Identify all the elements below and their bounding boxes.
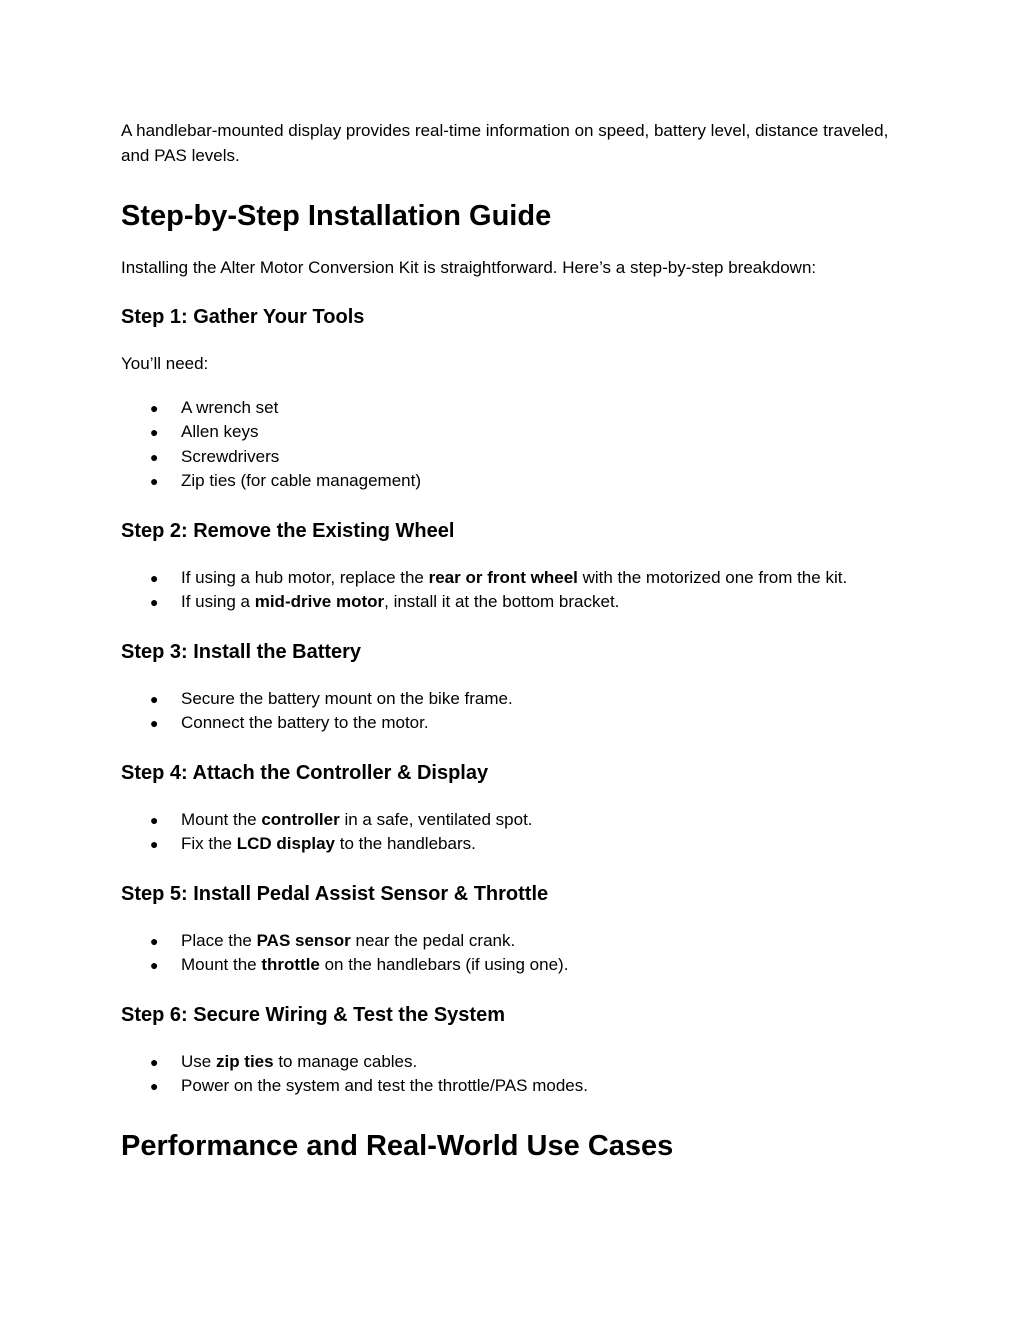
bullet-icon: ● <box>150 424 159 441</box>
bullet-icon: ● <box>150 594 159 611</box>
bullet-icon: ● <box>150 957 159 974</box>
bullet-icon: ● <box>150 933 159 949</box>
step1-lead: You’ll need: <box>121 354 209 373</box>
bullet-icon: ● <box>150 1078 159 1095</box>
intro-paragraph: A handlebar-mounted display provides real-time information on speed, battery level, distance traveled, and PAS levels. <box>121 121 889 165</box>
installation-intro-paragraph: Installing the Alter Motor Conversion Kit is straightforward. Here’s a step-by-step breakdown: <box>121 258 817 277</box>
bullet-icon: ● <box>150 1054 159 1070</box>
installation-guide-heading: Step-by-Step Installation Guide <box>121 200 552 232</box>
list-item: ● Mount the controller in a safe, ventilated spot. <box>121 808 921 832</box>
list-item: ● A wrench set <box>121 396 921 420</box>
step4-list <box>121 808 921 857</box>
list-item: ● Use zip ties to manage cables. <box>121 1050 921 1074</box>
step6-heading: Step 6: Secure Wiring & Test the System <box>121 1004 505 1026</box>
list-item: ● Place the PAS sensor near the pedal crank. <box>121 929 921 953</box>
list-item: ● Allen keys <box>121 420 921 444</box>
list-item: ● Secure the battery mount on the bike frame. <box>121 687 921 711</box>
list-item: ● If using a hub motor, replace the rear or front wheel with the motorized one from the kit. <box>121 566 921 590</box>
step2-heading: Step 2: Remove the Existing Wheel <box>121 520 455 542</box>
bullet-icon: ● <box>150 715 159 732</box>
step2-list <box>121 566 921 615</box>
step3-heading: Step 3: Install the Battery <box>121 641 362 663</box>
list-item: ● If using a mid-drive motor, install it at the bottom bracket. <box>121 590 921 614</box>
list-item: ● Connect the battery to the motor. <box>121 711 921 735</box>
bullet-icon: ● <box>150 812 159 828</box>
list-item: ● Fix the LCD display to the handlebars. <box>121 832 921 856</box>
performance-heading: Performance and Real-World Use Cases <box>121 1130 674 1162</box>
step3-list <box>121 687 921 736</box>
bullet-icon: ● <box>150 472 159 489</box>
bullet-icon: ● <box>150 400 159 416</box>
list-item: ● Zip ties (for cable management) <box>121 469 921 493</box>
list-item: ● Screwdrivers <box>121 445 921 469</box>
bullet-icon: ● <box>150 836 159 853</box>
bullet-icon: ● <box>150 570 159 586</box>
step5-list <box>121 929 921 978</box>
list-item: ● Power on the system and test the throttle/PAS modes. <box>121 1074 921 1098</box>
step4-heading: Step 4: Attach the Controller & Display <box>121 762 489 784</box>
bullet-icon: ● <box>150 448 159 465</box>
bullet-icon: ● <box>150 691 159 707</box>
step5-heading: Step 5: Install Pedal Assist Sensor & Throttle <box>121 883 549 905</box>
step1-tools-list <box>121 396 921 493</box>
step6-list <box>121 1050 921 1099</box>
step1-heading: Step 1: Gather Your Tools <box>121 306 365 328</box>
list-item: ● Mount the throttle on the handlebars (if using one). <box>121 953 921 977</box>
